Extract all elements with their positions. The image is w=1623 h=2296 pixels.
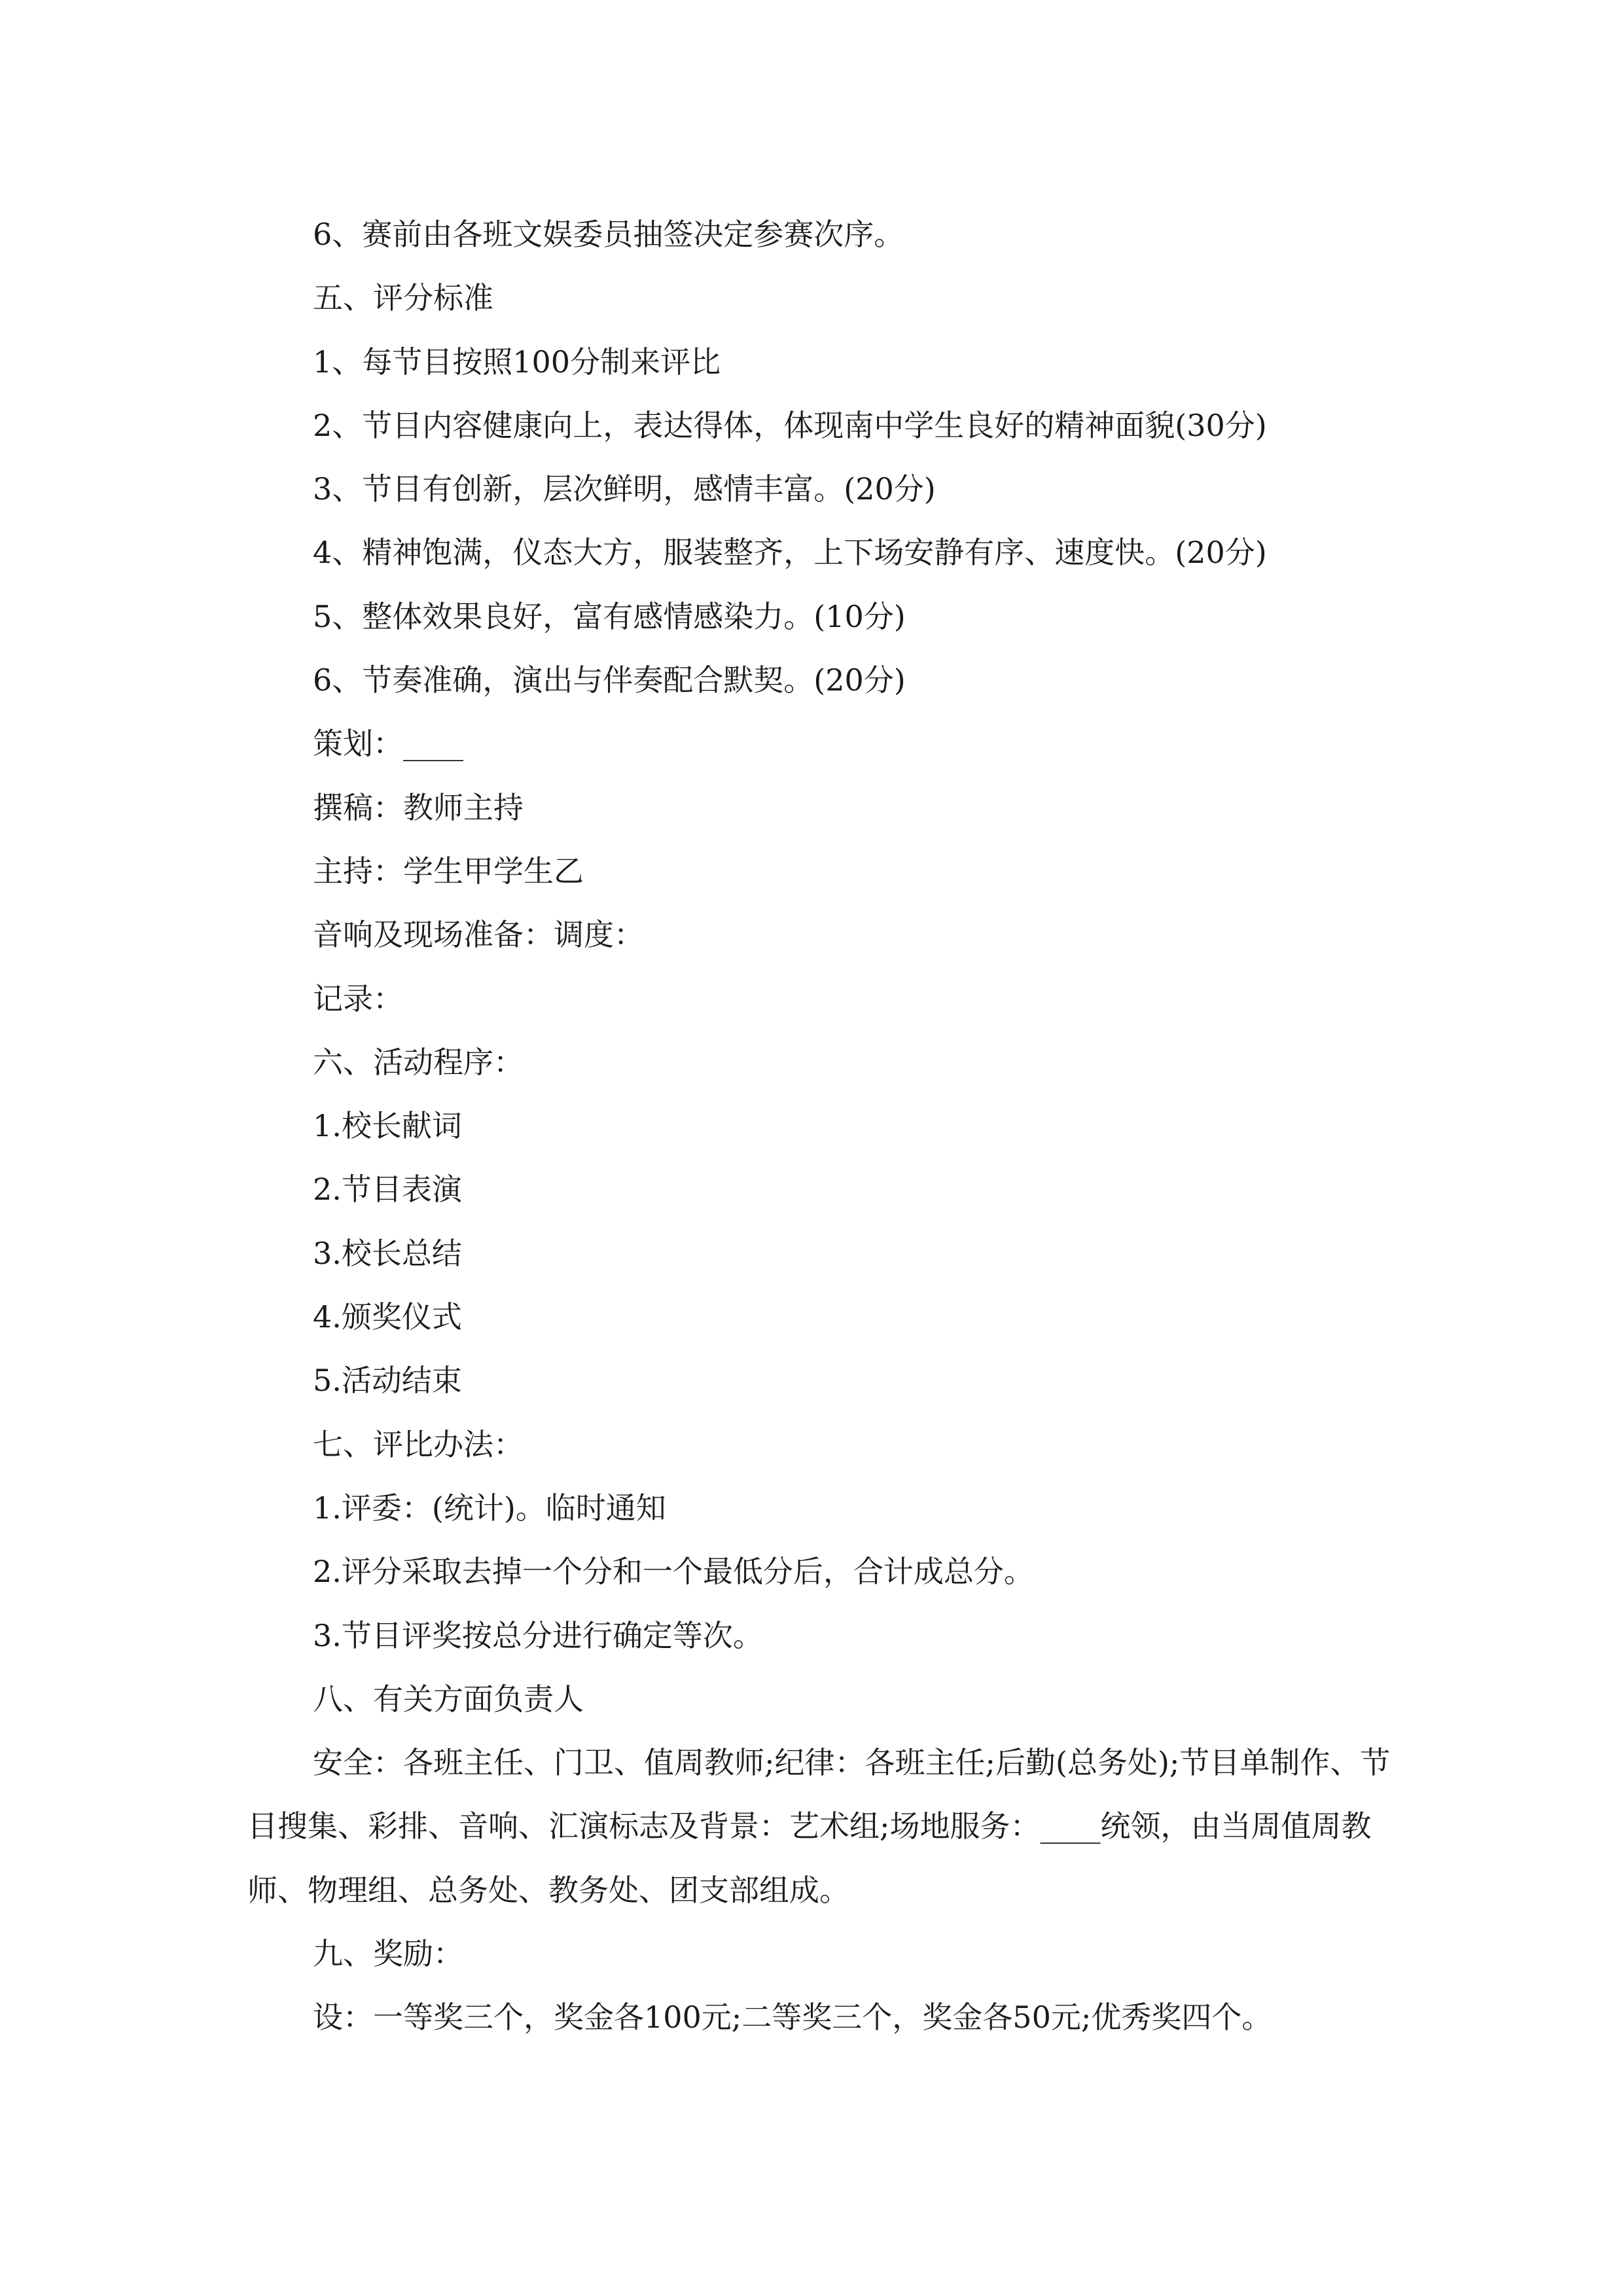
scoring-item-1: 1、每节目按照100分制来评比 (313, 344, 721, 380)
scoring-item-3: 3、节目有创新，层次鲜明，感情丰富。(20分) (313, 471, 936, 507)
section-heading-reward: 九、奖励： (313, 1936, 463, 1972)
evaluation-item-1: 1.评委：(统计)。临时通知 (313, 1490, 666, 1526)
program-item-4: 4.颁奖仪式 (313, 1299, 462, 1335)
section-heading-scoring: 五、评分标准 (313, 280, 493, 316)
rule-line-6: 6、赛前由各班文娱委员抽签决定参赛次序。 (313, 217, 904, 252)
reward-text: 设：一等奖三个，奖金各100元;二等奖三个，奖金各50元;优秀奖四个。 (313, 2000, 1272, 2036)
program-item-1: 1.校长献词 (313, 1108, 462, 1144)
sound-staging-line: 音响及现场准备：调度： (313, 917, 644, 953)
program-item-3: 3.校长总结 (313, 1235, 462, 1271)
scoring-item-6: 6、节奏准确，演出与伴奏配合默契。(20分) (313, 662, 906, 698)
scoring-item-5: 5、整体效果良好，富有感情感染力。(10分) (313, 598, 906, 634)
section-heading-responsibility: 八、有关方面负责人 (313, 1681, 584, 1717)
responsibility-paragraph: 安全：各班主任、门卫、值周教师;纪律：各班主任;后勤(总务处);节目单制作、节目搜集、彩排、音响、汇演标志及背景：艺术组;场地服务：____统领，由当周值周教师、物理组、总务处、教务处、团支部组成。 (247, 1745, 1391, 1908)
evaluation-item-3: 3.节目评奖按总分进行确定等次。 (313, 1617, 763, 1653)
writer-line: 撰稿：教师主持 (313, 789, 524, 825)
scoring-item-2: 2、节目内容健康向上，表达得体，体现南中学生良好的精神面貌(30分) (313, 407, 1267, 443)
section-heading-evaluation: 七、评比办法： (313, 1426, 524, 1462)
record-line: 记录： (313, 980, 403, 1016)
program-item-2: 2.节目表演 (313, 1172, 462, 1208)
program-item-5: 5.活动结束 (313, 1363, 462, 1399)
document-body (247, 203, 1399, 2050)
evaluation-item-2: 2.评分采取去掉一个分和一个最低分后，合计成总分。 (313, 1554, 1034, 1590)
planner-line: 策划：____ (313, 726, 463, 762)
scoring-item-4: 4、精神饱满，仪态大方，服装整齐，上下场安静有序、速度快。(20分) (313, 535, 1267, 571)
section-heading-program: 六、活动程序： (313, 1044, 524, 1080)
host-line: 主持：学生甲学生乙 (313, 853, 584, 889)
